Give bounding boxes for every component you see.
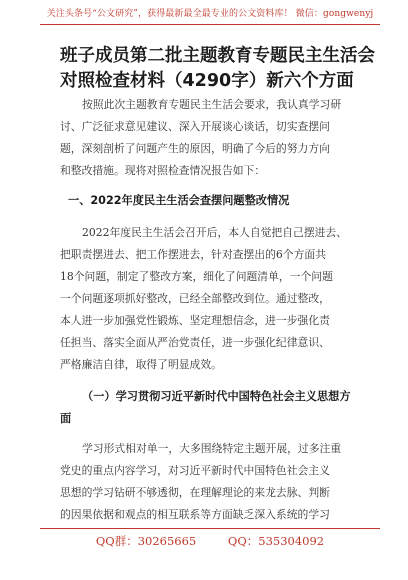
subsection-1-line: 学习形式相对单一，大多围绕特定主题开展，过多注重 bbox=[82, 442, 342, 455]
section-1-line: 一个问题逐项抓好整改，已经全部整改到位。通过整改， bbox=[60, 292, 330, 305]
footer-divider bbox=[40, 528, 380, 529]
section-1-line: 把职责摆进去、把工作摆进去，针对查摆出的6个方面共 bbox=[60, 248, 326, 261]
subsection-1-line: 的因果依据和观点的相互联系等方面缺乏深入系统的学习 bbox=[60, 508, 330, 521]
intro-paragraph bbox=[60, 94, 360, 182]
section-1-line: 18个问题，制定了整改方案，细化了问题清单，一个问题 bbox=[60, 270, 333, 283]
header-divider bbox=[40, 24, 380, 25]
footer-contact bbox=[40, 533, 380, 549]
document-title bbox=[60, 44, 375, 94]
subsection-1-heading bbox=[60, 386, 360, 430]
intro-line: 按照此次主题教育专题民主生活会要求，我认真学习研 bbox=[82, 98, 342, 111]
section-1-line: 任担当、落实全面从严治党责任，进一步强化纪律意识、 bbox=[60, 336, 330, 349]
header-note: 关注头条号“公文研究”，获得最新最全最专业的公文资料库！ 微信：gongwenyj bbox=[46, 9, 374, 19]
subsection-1-line: 党史的重点内容学习，对习近平新时代中国特色社会主义 bbox=[60, 464, 330, 477]
intro-line: 讨、广泛征求意见建议、深入开展谈心谈话，切实查摆问 bbox=[60, 120, 330, 133]
section-1-line: 2022年度民主生活会召开后，本人自觉把自己摆进去、 bbox=[82, 226, 348, 239]
subsection-1-paragraph bbox=[60, 438, 360, 526]
footer-qq: QQ：535304092 bbox=[227, 534, 325, 548]
section-1-line: 本人进一步加强党性锻炼、坚定理想信念，进一步强化责 bbox=[60, 314, 330, 327]
intro-line: 题，深刻剖析了问题产生的原因，明确了今后的努力方向 bbox=[60, 142, 330, 155]
section-1-paragraph bbox=[60, 222, 360, 376]
section-1-line: 严格廉洁自律，取得了明显成效。 bbox=[60, 358, 222, 371]
title-line-1: 班子成员第二批主题教育专题民主生活会 bbox=[60, 46, 375, 66]
subsection-1-heading-line: （一）学习贯彻习近平新时代中国特色社会主义思想方 bbox=[82, 390, 351, 403]
section-1-heading: 一、2022年度民主生活会查摆问题整改情况 bbox=[68, 194, 290, 207]
footer-qq-group: QQ群：30265665 bbox=[95, 534, 197, 548]
subsection-1-line: 思想的学习钻研不够透彻，在理解理论的来龙去脉、判断 bbox=[60, 486, 330, 499]
title-line-2: 对照检查材料（4290字）新六个方面 bbox=[60, 71, 354, 91]
intro-line: 和整改措施。现将对照检查情况报告如下： bbox=[60, 164, 266, 177]
subsection-1-heading-line: 面 bbox=[60, 412, 72, 425]
document-body bbox=[60, 94, 360, 526]
